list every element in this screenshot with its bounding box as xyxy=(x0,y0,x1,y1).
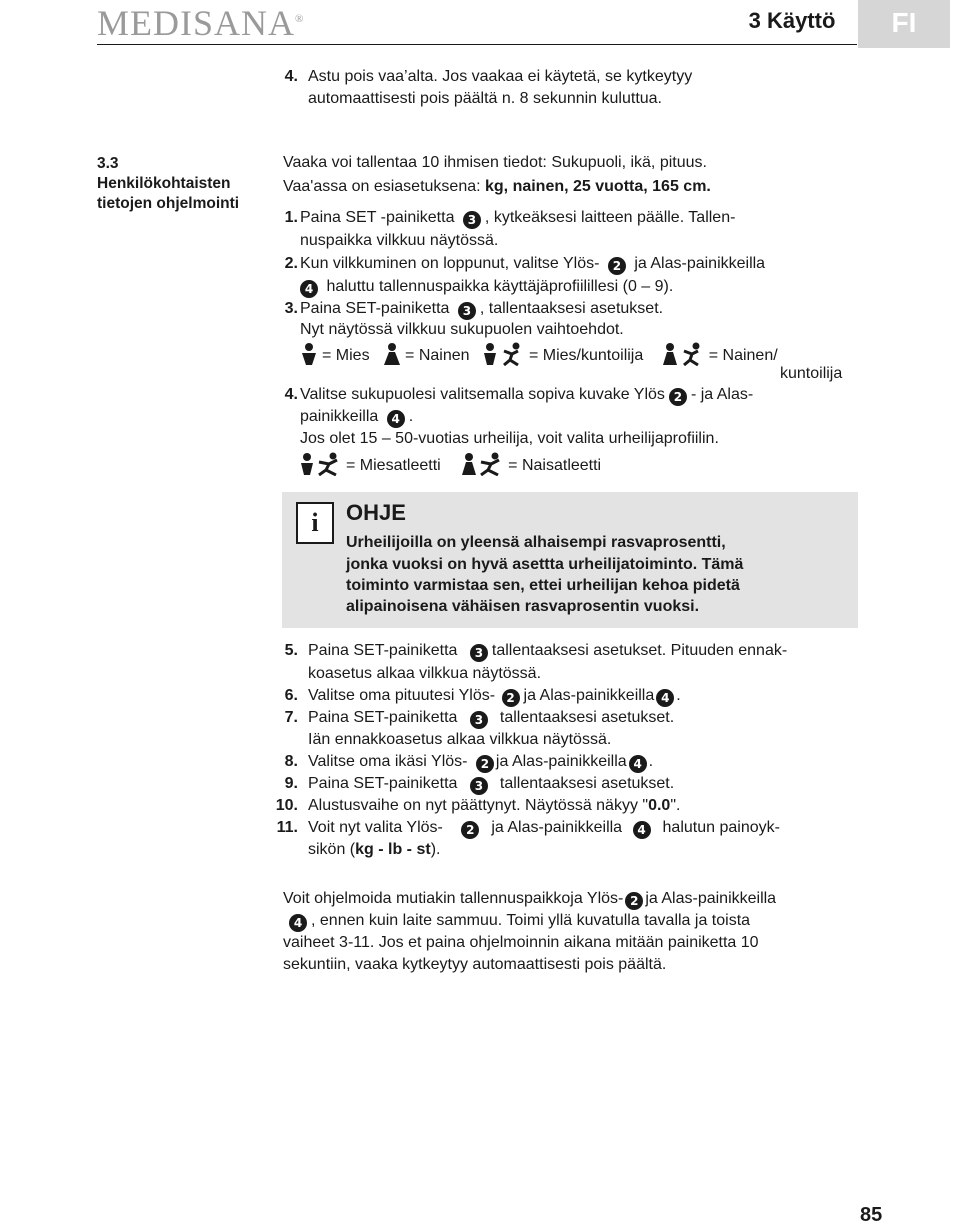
step-9-number: 9. xyxy=(284,775,298,792)
closing-line-1 xyxy=(283,889,776,910)
male-icon xyxy=(299,342,319,366)
step-text: ja Alas-painikkeilla xyxy=(491,819,623,836)
step-11-line-1 xyxy=(308,818,780,839)
step-text: Paina SET -painiketta xyxy=(300,209,455,226)
step-text: Valitse oma ikäsi Ylös- xyxy=(308,753,468,770)
up-button-badge: 2 xyxy=(461,821,479,839)
closing-text: ja Alas-painikkeilla xyxy=(645,890,777,907)
legend-female-athlete-label-2: kuntoilija xyxy=(780,365,843,382)
page-number: 85 xyxy=(860,1204,883,1226)
step-11-line-2 xyxy=(308,840,440,860)
step-text: , tallentaaksesi asetukset. xyxy=(479,300,664,317)
step-1-line-2: nuspaikka vilkkuu näytössä. xyxy=(300,232,499,249)
step-text: painikkeilla xyxy=(300,408,379,425)
legend-male-athlete-label: = Mies/kuntoilija xyxy=(528,347,644,364)
up-button-badge: 2 xyxy=(625,892,643,910)
step-text: ". xyxy=(670,797,681,814)
closing-text: , ennen kuin laite sammuu. Toimi yllä kuvatulla tavalla ja toista xyxy=(311,912,751,929)
chapter-title: 3 Käyttö xyxy=(748,8,836,33)
closing-text: Voit ohjelmoida mutiakin tallennuspaikkoja Ylös- xyxy=(283,890,624,907)
note-title: OHJE xyxy=(346,500,406,525)
set-button-badge: 3 xyxy=(463,211,481,229)
note-line-2: jonka vuoksi on hyvä asettta urheilijatoiminto. Tämä xyxy=(346,556,744,573)
step-text: tallentaaksesi asetukset. Pituuden ennak- xyxy=(491,642,788,659)
gender-legend-row xyxy=(296,342,778,366)
down-button-badge: 4 xyxy=(656,689,674,707)
note-line-3: toiminto varmistaa sen, ettei urheilijan kehoa pidetä xyxy=(346,577,740,594)
set-button-badge: 3 xyxy=(470,777,488,795)
down-button-badge: 4 xyxy=(629,755,647,773)
down-button-badge: 4 xyxy=(300,280,318,298)
athlete-legend-row xyxy=(296,452,601,476)
legend-male-pro-label: = Miesatleetti xyxy=(346,457,441,474)
down-button-badge: 4 xyxy=(387,410,405,428)
step-8-number: 8. xyxy=(284,753,298,770)
section-intro-line-2 xyxy=(283,177,711,197)
intro-text: Vaa'assa on esiasetuksena: xyxy=(283,178,485,195)
step-text: . xyxy=(408,408,414,425)
language-tab: FI xyxy=(858,0,950,48)
step-4-line-2 xyxy=(300,407,413,428)
units-options: kg - lb - st xyxy=(355,841,431,858)
step-text: Paina SET-painiketta xyxy=(308,709,458,726)
set-button-badge: 3 xyxy=(470,644,488,662)
intro-step-line-2: automaattisesti pois päältä n. 8 sekunnin kuluttua. xyxy=(308,90,662,107)
step-10-number: 10. xyxy=(275,797,298,814)
legend-female-label: = Nainen xyxy=(405,347,470,364)
step-2-number: 2. xyxy=(284,255,298,272)
step-text: Paina SET-painiketta xyxy=(300,300,450,317)
legend-male-label: = Mies xyxy=(322,347,370,364)
step-7-number: 7. xyxy=(284,709,298,726)
legend-female-athlete-label: = Nainen/ xyxy=(708,347,778,364)
step-9-line xyxy=(308,774,674,795)
step-6-line xyxy=(308,686,681,707)
step-4-number: 4. xyxy=(284,386,298,403)
up-button-badge: 2 xyxy=(476,755,494,773)
step-4-line-1 xyxy=(300,385,753,406)
step-11-number: 11. xyxy=(276,819,298,836)
step-7-line-1 xyxy=(308,708,674,729)
step-text: Kun vilkkuminen on loppunut, valitse Ylös- xyxy=(300,255,600,272)
closing-line-2 xyxy=(283,911,750,932)
down-button-badge: 4 xyxy=(289,914,307,932)
step-text: sikön ( xyxy=(308,841,356,858)
step-7-line-2: Iän ennakkoasetus alkaa vilkkua näytössä. xyxy=(308,731,612,748)
female-icon xyxy=(382,342,402,366)
info-icon: i xyxy=(296,502,334,544)
brand-logo xyxy=(97,2,304,44)
logo-text: MEDISANA xyxy=(97,3,296,43)
closing-line-3: vaiheet 3-11. Jos et paina ohjelmoinnin aikana mitään painiketta 10 xyxy=(283,934,759,951)
registered-mark: ® xyxy=(295,13,305,25)
step-text: Voit nyt valita Ylös- xyxy=(308,819,443,836)
step-4-line-3: Jos olet 15 – 50-vuotias urheilija, voit valita urheilijaprofiilin. xyxy=(300,430,719,447)
step-text: tallentaaksesi asetukset. xyxy=(499,775,675,792)
down-button-badge: 4 xyxy=(633,821,651,839)
up-button-badge: 2 xyxy=(502,689,520,707)
section-title-line-1: Henkilökohtaisten xyxy=(97,175,231,192)
male-fitness-icon xyxy=(482,342,526,366)
set-button-badge: 3 xyxy=(458,302,476,320)
closing-line-4: sekuntiin, vaaka kytkeytyy automaattisesti pois päältä. xyxy=(283,956,667,973)
step-3-line-2: Nyt näytössä vilkkuu sukupuolen vaihtoehdot. xyxy=(300,321,624,338)
step-5-number: 5. xyxy=(284,642,298,659)
female-athlete-icon xyxy=(461,452,505,476)
up-button-badge: 2 xyxy=(608,257,626,275)
note-line-4: alipainoisena vähäisen rasvaprosentin vuoksi. xyxy=(346,598,700,615)
step-text: tallentaaksesi asetukset. xyxy=(499,709,675,726)
step-text: Paina SET-painiketta xyxy=(308,775,458,792)
step-text: Valitse sukupuolesi valitsemalla sopiva kuvake Ylös xyxy=(300,386,665,403)
section-number: 3.3 xyxy=(97,155,119,172)
step-1-line-1 xyxy=(300,208,735,229)
step-5-line-1 xyxy=(308,641,787,662)
step-8-line xyxy=(308,752,653,773)
header-divider xyxy=(97,44,857,45)
step-text: Valitse oma pituutesi Ylös- xyxy=(308,687,496,704)
step-6-number: 6. xyxy=(284,687,298,704)
female-fitness-icon xyxy=(662,342,706,366)
step-text: haluttu tallennuspaikka käyttäjäprofiilillesi (0 – 9). xyxy=(326,278,674,295)
male-athlete-icon xyxy=(299,452,343,476)
step-3-line-1 xyxy=(300,299,663,320)
step-text: . xyxy=(648,753,654,770)
step-text: halutun painoyk- xyxy=(662,819,780,836)
step-5-line-2: koasetus alkaa vilkkua näytössä. xyxy=(308,665,542,682)
display-value: 0.0 xyxy=(648,797,671,814)
step-text: . xyxy=(676,687,681,704)
intro-defaults: kg, nainen, 25 vuotta, 165 cm. xyxy=(485,178,711,195)
step-text: ja Alas-painikkeilla xyxy=(523,687,655,704)
up-button-badge: 2 xyxy=(669,388,687,406)
legend-female-pro-label: = Naisatleetti xyxy=(508,457,602,474)
step-text: ja Alas-painikkeilla xyxy=(495,753,627,770)
note-line-1: Urheilijoilla on yleensä alhaisempi rasvaprosentti, xyxy=(346,534,726,551)
step-2-line-1 xyxy=(300,254,765,275)
step-text: Paina SET-painiketta xyxy=(308,642,458,659)
intro-step-line-1: Astu pois vaa’alta. Jos vaakaa ei käytetä, se kytkeytyy xyxy=(308,68,693,85)
step-text: ja Alas-painikkeilla xyxy=(634,255,766,272)
section-title-line-2: tietojen ohjelmointi xyxy=(97,195,240,212)
set-button-badge: 3 xyxy=(470,711,488,729)
step-2-line-2 xyxy=(300,277,673,298)
step-text: Alustusvaihe on nyt päättynyt. Näytössä näkyy " xyxy=(308,797,649,814)
section-intro-line-1: Vaaka voi tallentaa 10 ihmisen tiedot: Sukupuoli, ikä, pituus. xyxy=(283,154,707,171)
step-3-number: 3. xyxy=(284,300,298,317)
step-10-line xyxy=(308,796,680,816)
section-heading xyxy=(97,154,277,214)
intro-step-number: 4. xyxy=(284,68,298,85)
step-1-number: 1. xyxy=(284,209,298,226)
step-text: - ja Alas- xyxy=(690,386,754,403)
step-text: ). xyxy=(430,841,441,858)
step-text: , kytkeäksesi laitteen päälle. Tallen- xyxy=(484,209,736,226)
